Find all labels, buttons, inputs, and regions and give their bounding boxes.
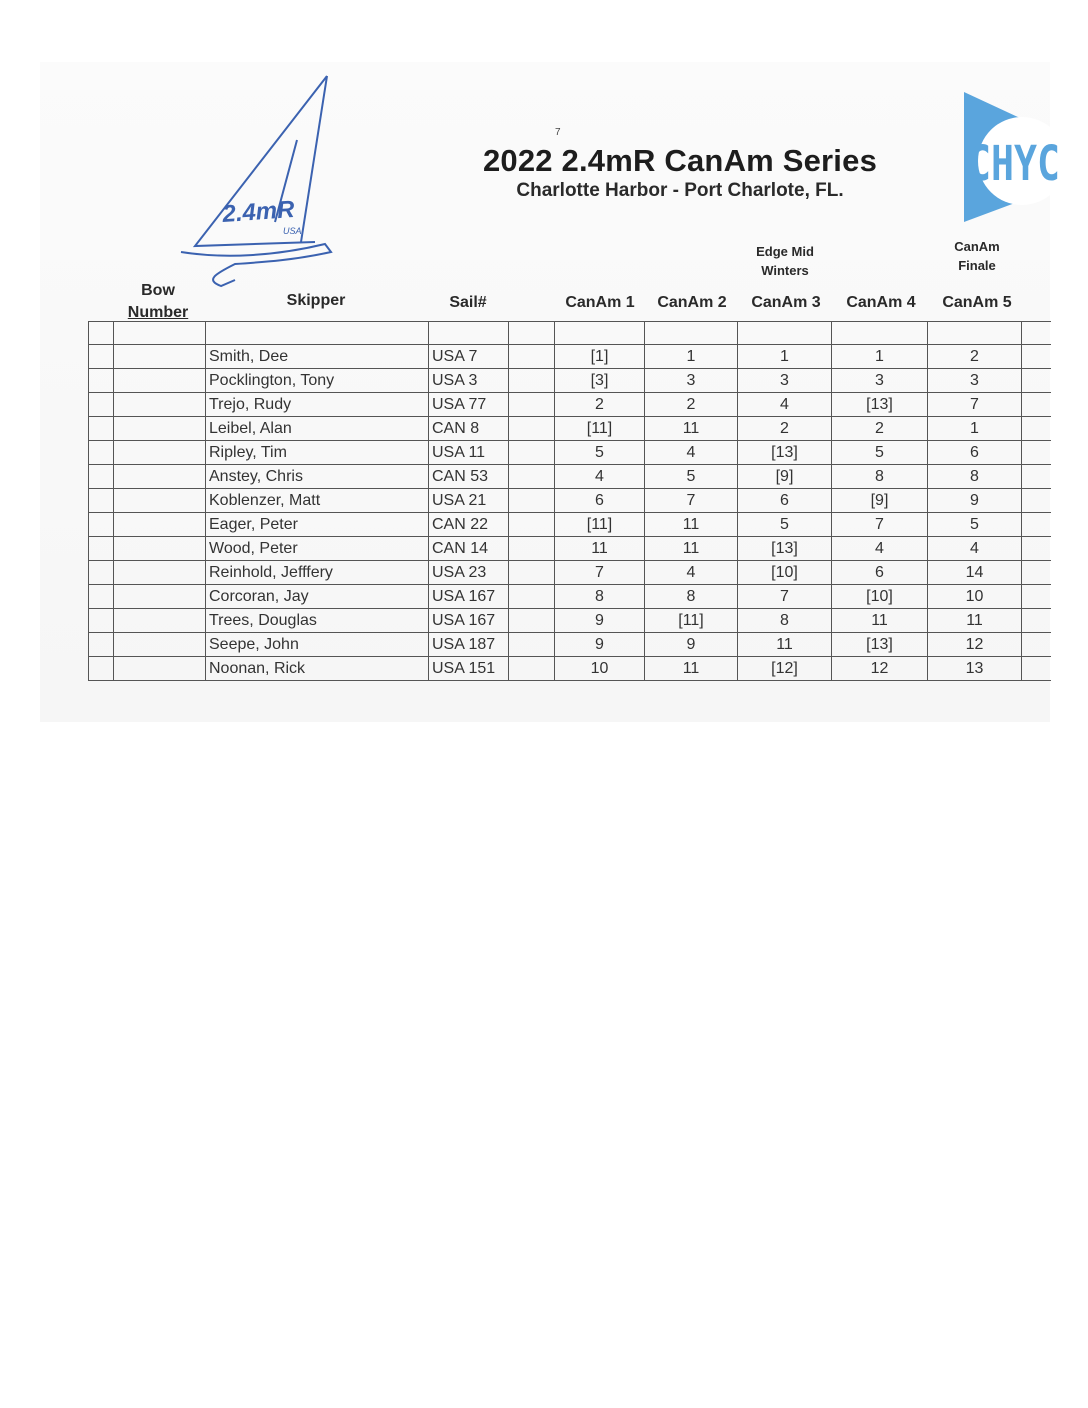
table-cell — [509, 465, 555, 489]
table-row — [89, 393, 1051, 417]
skipper-cell: Wood, Peter — [206, 537, 429, 561]
race4-cell: 2 — [832, 417, 928, 441]
race3-cell: [12] — [738, 657, 832, 681]
skipper-cell: Koblenzer, Matt — [206, 489, 429, 513]
skipper-header: Skipper — [286, 292, 346, 309]
table-cell — [509, 609, 555, 633]
race2-cell: [11] — [645, 609, 738, 633]
race1-cell: 11 — [555, 537, 645, 561]
table-cell — [89, 561, 114, 585]
skipper-cell: Trees, Douglas — [206, 609, 429, 633]
race5-cell: 6 — [928, 441, 1022, 465]
sail-cell: USA 7 — [429, 345, 509, 369]
table-cell — [1022, 345, 1051, 369]
race5-cell: 5 — [928, 513, 1022, 537]
race1-cell: 8 — [555, 585, 645, 609]
race3-cell: 4 — [738, 393, 832, 417]
race2-cell: 2 — [645, 393, 738, 417]
race3-cell: 1 — [738, 345, 832, 369]
race3-cell: 7 — [738, 585, 832, 609]
table-cell — [1022, 633, 1051, 657]
race2-cell: 8 — [645, 585, 738, 609]
page-title: 2022 2.4mR CanAm Series — [482, 143, 878, 178]
table-cell — [509, 345, 555, 369]
race4-cell: [9] — [832, 489, 928, 513]
table-row — [89, 369, 1051, 393]
race1-cell: 9 — [555, 609, 645, 633]
table-cell — [509, 441, 555, 465]
table-cell — [509, 369, 555, 393]
table-cell — [89, 489, 114, 513]
race4-cell: [13] — [832, 633, 928, 657]
race4-cell: 4 — [832, 537, 928, 561]
skipper-cell: Anstey, Chris — [206, 465, 429, 489]
race4-cell: [13] — [832, 393, 928, 417]
race1-cell: 7 — [555, 561, 645, 585]
table-cell — [89, 322, 114, 345]
table-cell — [1022, 369, 1051, 393]
table-cell — [509, 657, 555, 681]
table-row — [89, 537, 1051, 561]
table-cell — [509, 561, 555, 585]
race4-cell: [10] — [832, 585, 928, 609]
table-cell — [509, 322, 555, 345]
race5-cell: 2 — [928, 345, 1022, 369]
table-cell — [509, 513, 555, 537]
table-row — [89, 633, 1051, 657]
race5-cell: 11 — [928, 609, 1022, 633]
race3-cell: [13] — [738, 441, 832, 465]
table-cell — [114, 537, 206, 561]
race5-cell: 7 — [928, 393, 1022, 417]
table-cell — [1022, 513, 1051, 537]
race3-cell: 5 — [738, 513, 832, 537]
race4-cell: 1 — [832, 345, 928, 369]
canam3-note-line1: Edge Mid — [756, 244, 814, 259]
race2-cell: 11 — [645, 417, 738, 441]
race2-cell: 5 — [645, 465, 738, 489]
results-body — [89, 322, 1051, 681]
race3-cell: 2 — [738, 417, 832, 441]
table-cell — [89, 609, 114, 633]
table-cell — [114, 369, 206, 393]
table-cell — [509, 585, 555, 609]
skipper-cell: Seepe, John — [206, 633, 429, 657]
table-cell — [114, 322, 206, 345]
sail-cell: CAN 8 — [429, 417, 509, 441]
table-cell — [1022, 441, 1051, 465]
table-cell — [114, 417, 206, 441]
table-row-blank — [89, 322, 1051, 345]
table-cell — [89, 369, 114, 393]
table-cell — [89, 537, 114, 561]
table-row — [89, 657, 1051, 681]
table-cell — [89, 465, 114, 489]
bow-header-line2: Number — [127, 304, 189, 321]
race4-cell: 11 — [832, 609, 928, 633]
table-cell — [1022, 609, 1051, 633]
race3-cell: 11 — [738, 633, 832, 657]
race2-cell: 4 — [645, 561, 738, 585]
table-cell — [509, 417, 555, 441]
table-cell — [114, 489, 206, 513]
race5-cell: 3 — [928, 369, 1022, 393]
race2-cell: 4 — [645, 441, 738, 465]
skipper-cell: Trejo, Rudy — [206, 393, 429, 417]
table-cell — [114, 633, 206, 657]
logo-left-subtext: USA — [283, 226, 302, 236]
table-row — [89, 489, 1051, 513]
sail-cell: CAN 14 — [429, 537, 509, 561]
race1-cell: 10 — [555, 657, 645, 681]
sail-header: Sail# — [449, 294, 487, 311]
race2-cell: 7 — [645, 489, 738, 513]
canam5-note — [930, 237, 1024, 275]
page-mark: 7 — [555, 127, 561, 138]
race3-cell: 6 — [738, 489, 832, 513]
race1-cell: [11] — [555, 417, 645, 441]
table-cell — [1022, 465, 1051, 489]
table-cell — [509, 489, 555, 513]
race5-cell: 10 — [928, 585, 1022, 609]
sail-cell: USA 11 — [429, 441, 509, 465]
race1-cell: [3] — [555, 369, 645, 393]
race2-cell: 11 — [645, 657, 738, 681]
race5-cell: 9 — [928, 489, 1022, 513]
sail-cell: USA 167 — [429, 609, 509, 633]
table-cell — [114, 657, 206, 681]
table-cell — [928, 322, 1022, 345]
race2-cell: 1 — [645, 345, 738, 369]
table-row — [89, 609, 1051, 633]
race2-cell: 11 — [645, 537, 738, 561]
race5-cell: 12 — [928, 633, 1022, 657]
skipper-cell: Corcoran, Jay — [206, 585, 429, 609]
race5-cell: 1 — [928, 417, 1022, 441]
table-row — [89, 465, 1051, 489]
canam3-note — [738, 242, 832, 280]
race4-cell: 8 — [832, 465, 928, 489]
table-row — [89, 513, 1051, 537]
table-cell — [509, 633, 555, 657]
table-cell — [89, 633, 114, 657]
race4-cell: 6 — [832, 561, 928, 585]
race1-cell: 4 — [555, 465, 645, 489]
race1-cell: 5 — [555, 441, 645, 465]
table-cell — [114, 441, 206, 465]
race1-cell: [11] — [555, 513, 645, 537]
table-cell — [429, 322, 509, 345]
table-cell — [89, 417, 114, 441]
skipper-cell: Eager, Peter — [206, 513, 429, 537]
race3-cell: [9] — [738, 465, 832, 489]
results-table — [88, 321, 1051, 681]
table-cell — [89, 657, 114, 681]
table-cell — [1022, 322, 1051, 345]
race2-cell: 9 — [645, 633, 738, 657]
table-cell — [645, 322, 738, 345]
bow-header-line1: Bow — [141, 282, 175, 299]
race1-cell: 9 — [555, 633, 645, 657]
sail-cell: CAN 53 — [429, 465, 509, 489]
table-cell — [114, 465, 206, 489]
page-subtitle: Charlotte Harbor - Port Charlote, FL. — [516, 180, 844, 201]
table-row — [89, 345, 1051, 369]
table-cell — [1022, 657, 1051, 681]
race4-cell: 7 — [832, 513, 928, 537]
table-row — [89, 561, 1051, 585]
table-cell — [1022, 417, 1051, 441]
skipper-cell: Reinhold, Jefffery — [206, 561, 429, 585]
race-header-2: CanAm 2 — [657, 294, 727, 311]
table-cell — [89, 585, 114, 609]
race-header-3: CanAm 3 — [751, 294, 821, 311]
skipper-cell: Ripley, Tim — [206, 441, 429, 465]
skipper-cell: Leibel, Alan — [206, 417, 429, 441]
sail-cell: USA 23 — [429, 561, 509, 585]
canam3-note-line2: Winters — [761, 263, 809, 278]
race4-cell: 3 — [832, 369, 928, 393]
table-cell — [114, 585, 206, 609]
table-row — [89, 585, 1051, 609]
table-cell — [114, 561, 206, 585]
table-cell — [89, 345, 114, 369]
race5-cell: 8 — [928, 465, 1022, 489]
sail-cell: USA 167 — [429, 585, 509, 609]
table-cell — [1022, 489, 1051, 513]
table-cell — [114, 609, 206, 633]
race5-cell: 4 — [928, 537, 1022, 561]
table-cell — [89, 393, 114, 417]
race3-cell: [13] — [738, 537, 832, 561]
table-cell — [114, 393, 206, 417]
skipper-cell: Smith, Dee — [206, 345, 429, 369]
table-cell — [555, 322, 645, 345]
logo-left-text: 2.4mR — [221, 196, 296, 228]
table-cell — [89, 441, 114, 465]
race2-cell: 11 — [645, 513, 738, 537]
table-cell — [1022, 561, 1051, 585]
race-header-5: CanAm 5 — [942, 294, 1012, 311]
canam5-note-line2: Finale — [958, 258, 996, 273]
table-cell — [1022, 393, 1051, 417]
race5-cell: 13 — [928, 657, 1022, 681]
table-cell — [89, 513, 114, 537]
table-cell — [1022, 585, 1051, 609]
table-cell — [738, 322, 832, 345]
race3-cell: [10] — [738, 561, 832, 585]
race1-cell: 6 — [555, 489, 645, 513]
race3-cell: 8 — [738, 609, 832, 633]
race1-cell: [1] — [555, 345, 645, 369]
sailboat-logo — [175, 74, 345, 289]
race-header-4: CanAm 4 — [846, 294, 916, 311]
table-cell — [509, 393, 555, 417]
race5-cell: 14 — [928, 561, 1022, 585]
table-row — [89, 417, 1051, 441]
table-row — [89, 441, 1051, 465]
skipper-cell: Pocklington, Tony — [206, 369, 429, 393]
table-cell — [206, 322, 429, 345]
sail-cell: USA 151 — [429, 657, 509, 681]
table-cell — [114, 345, 206, 369]
sail-cell: CAN 22 — [429, 513, 509, 537]
race2-cell: 3 — [645, 369, 738, 393]
table-cell — [1022, 537, 1051, 561]
sail-cell: USA 3 — [429, 369, 509, 393]
skipper-cell: Noonan, Rick — [206, 657, 429, 681]
race-header-1: CanAm 1 — [565, 294, 635, 311]
sail-cell: USA 187 — [429, 633, 509, 657]
sail-cell: USA 77 — [429, 393, 509, 417]
canam5-note-line1: CanAm — [954, 239, 1000, 254]
table-cell — [509, 537, 555, 561]
race1-cell: 2 — [555, 393, 645, 417]
table-cell — [832, 322, 928, 345]
table-cell — [114, 513, 206, 537]
race4-cell: 12 — [832, 657, 928, 681]
sail-cell: USA 21 — [429, 489, 509, 513]
race4-cell: 5 — [832, 441, 928, 465]
logo-right-text: CHYC — [968, 136, 1060, 192]
bow-number-header — [120, 280, 196, 324]
race3-cell: 3 — [738, 369, 832, 393]
